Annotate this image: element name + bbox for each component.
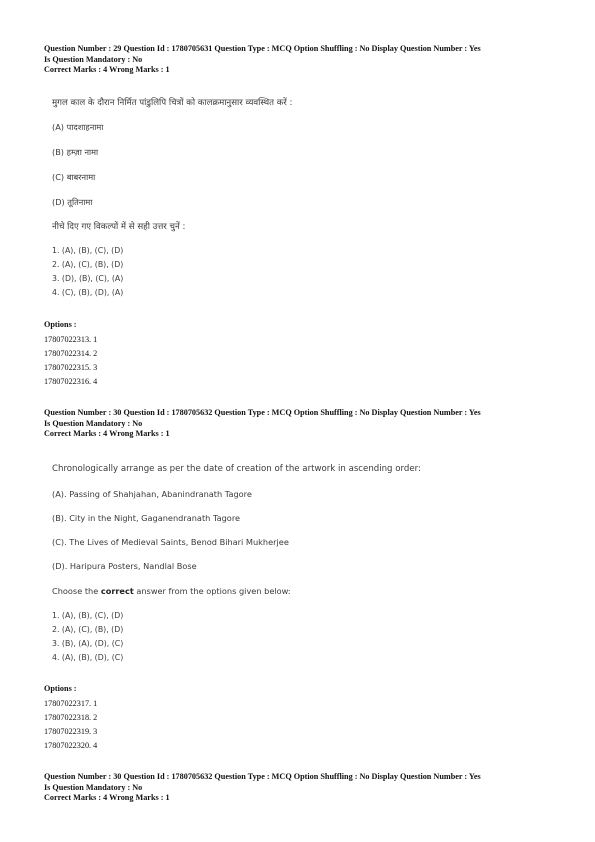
option-id-2: 17807022318. 2: [44, 713, 98, 722]
question-29-header: [44, 44, 564, 76]
question-instruction: नीचे दिए गए विकल्पों में से सही उत्तर चुनें :: [52, 222, 186, 232]
question-stem: Chronologically arrange as per the date of creation of the artwork in ascending order:: [52, 464, 421, 474]
question-header-line: Question Number : 30 Question Id : 1780705632 Question Type : MCQ Option Shuffling : No Display Question Number : Yes: [44, 408, 481, 417]
question-header-line: Question Number : 29 Question Id : 1780705631 Question Type : MCQ Option Shuffling : No Display Question Number : Yes: [44, 44, 481, 53]
question-item-b: (B) हम्ज़ा नामा: [52, 147, 99, 157]
option-id-1: 17807022317. 1: [44, 699, 98, 708]
question-item-d: (D) तूतिनामा: [52, 197, 93, 207]
option-id-3: 17807022315. 3: [44, 363, 98, 372]
question-30-header: [44, 408, 564, 440]
question-item-a: (A). Passing of Shahjahan, Abanindranath Tagore: [52, 489, 252, 499]
options-label: Options :: [44, 320, 77, 329]
question-header-line: Question Number : 30 Question Id : 1780705632 Question Type : MCQ Option Shuffling : No Display Question Number : Yes: [44, 772, 481, 781]
answer-choice-1: 1. (A), (B), (C), (D): [52, 611, 124, 620]
question-mandatory-line: Is Question Mandatory : No: [44, 54, 143, 64]
answer-choice-3: 3. (D), (B), (C), (A): [52, 274, 124, 283]
options-label: Options :: [44, 684, 77, 693]
instruction-bold-word: correct: [100, 586, 134, 596]
option-id-4: 17807022316. 4: [44, 377, 98, 386]
question-next-header: [44, 772, 564, 804]
instruction-suffix: answer from the options given below:: [133, 586, 291, 596]
option-id-4: 17807022320. 4: [44, 741, 98, 750]
option-id-3: 17807022319. 3: [44, 727, 98, 736]
instruction-prefix: Choose the: [52, 586, 101, 596]
question-mandatory-line: Is Question Mandatory : No: [44, 418, 143, 428]
question-mandatory-line: Is Question Mandatory : No: [44, 782, 143, 792]
answer-choice-2: 2. (A), (C), (B), (D): [52, 260, 124, 269]
question-item-d: (D). Haripura Posters, Nandlal Bose: [52, 561, 197, 571]
question-stem: मुगल काल के दौरान निर्मित पांडुलिपि चित्रों को कालक्रमानुसार व्यवस्थित करें :: [52, 98, 293, 108]
question-marks-line: Correct Marks : 4 Wrong Marks : 1: [44, 793, 170, 802]
question-instruction: [52, 586, 291, 596]
question-item-a: (A) पादशाहनामा: [52, 122, 104, 132]
question-item-c: (C) बाबरनामा: [52, 172, 96, 182]
answer-choice-2: 2. (A), (C), (B), (D): [52, 625, 124, 634]
answer-choice-1: 1. (A), (B), (C), (D): [52, 246, 124, 255]
answer-choice-4: 4. (C), (B), (D), (A): [52, 288, 124, 297]
question-marks-line: Correct Marks : 4 Wrong Marks : 1: [44, 429, 170, 438]
answer-choice-3: 3. (B), (A), (D), (C): [52, 639, 124, 648]
question-marks-line: Correct Marks : 4 Wrong Marks : 1: [44, 65, 170, 74]
option-id-2: 17807022314. 2: [44, 349, 98, 358]
answer-choice-4: 4. (A), (B), (D), (C): [52, 653, 124, 662]
option-id-1: 17807022313. 1: [44, 335, 98, 344]
question-item-b: (B). City in the Night, Gaganendranath Tagore: [52, 513, 241, 523]
question-item-c: (C). The Lives of Medieval Saints, Benod Bihari Mukherjee: [52, 537, 289, 547]
